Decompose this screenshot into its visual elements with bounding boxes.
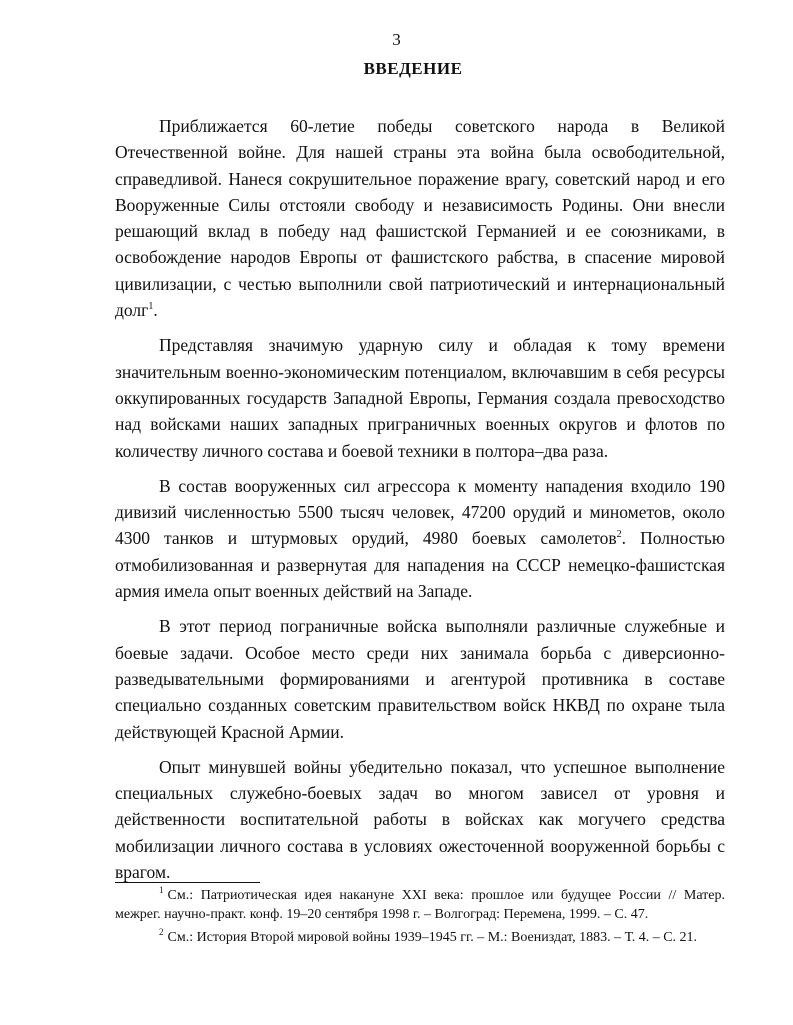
footnotes (115, 886, 725, 951)
paragraph-text: Опыт минувшей войны убедительно показал, что успешное выполнение специальных служебно-боевых задач во многом зависел от уровня и действенности воспитательной работы в войсках как могучего средства мобилизации личного состава в условиях ожесточенной вооруженной борьбы с врагом. (115, 756, 725, 883)
footnote-1 (115, 886, 725, 924)
paragraph-text: Приближается 60-летие победы советского народа в Великой Отечественной войне. Для нашей страны эта война была освободительной, справедливой. Нанеся сокрушительное поражение врагу, советский народ и его Вооруженные Силы отстояли свободу и независимость Родины. Они внесли решающий вклад в победу над фашистской Германией и ее союзниками, в освобождение народов Европы от фашистского рабства, в спасение мировой цивилизации, с честью выполнили свой патриотический и интернациональный долг (115, 116, 725, 321)
paragraph-3 (115, 473, 725, 604)
body-text (115, 113, 725, 894)
paragraph-text: В этот период пограничные войска выполняли различные служебные и боевые задачи. Особое место среди них занимала борьба с диверсионно-разведывательными формированиями и агентурой противника в составе специально созданных советским правительством войск НКВД по охране тыла действующей Красной Армии. (115, 616, 725, 742)
paragraph-2 (115, 332, 725, 463)
section-title: ВВЕДЕНИЕ (363, 59, 463, 78)
page-number: 3 (392, 30, 401, 49)
paragraph-text: В состав вооруженных сил агрессора к моменту нападения входило 190 дивизий численностью 5500 тысяч человек, 47200 орудий и минометов, около 4300 танков и штурмовых орудий, 4980 боевых самолетов (115, 475, 725, 549)
paragraph-text-tail: . (153, 300, 158, 321)
footnote-text: См.: История Второй мировой войны 1939–1945 гг. – М.: Воениздат, 1883. – Т. 4. – С. 21. (167, 930, 698, 945)
footnote-reference: 2 (616, 529, 622, 541)
paragraph-1 (115, 113, 725, 323)
paragraph-5 (115, 754, 725, 885)
paragraph-text: Представляя значимую ударную силу и обладая к тому времени значительным военно-экономическим потенциалом, включавшим в себя ресурсы оккупированных государств Западной Европы, Германия создала превосходство над войсками наших западных приграничных военных округов и флотов по количеству личного состава и боевой техники в полтора–два раза. (115, 335, 725, 461)
footnote-2 (115, 928, 725, 947)
footnote-mark: 2 (159, 927, 164, 938)
paragraph-text-tail: . Полностью отмобилизованная и развернутая для нападения на СССР немецко-фашистская армия имела опыт военных действий на Западе. (115, 528, 725, 602)
footnote-mark: 1 (159, 885, 164, 896)
paragraph-4 (115, 613, 725, 744)
footnote-divider (115, 882, 260, 883)
footnote-reference: 1 (148, 301, 154, 313)
footnote-text: См.: Патриотическая идея накануне XXI века: прошлое или будущее России // Матер. межрег. научно-практ. конф. 19–20 сентября 1998 г. – Волгоград: Перемена, 1999. – С. 47. (115, 888, 725, 922)
